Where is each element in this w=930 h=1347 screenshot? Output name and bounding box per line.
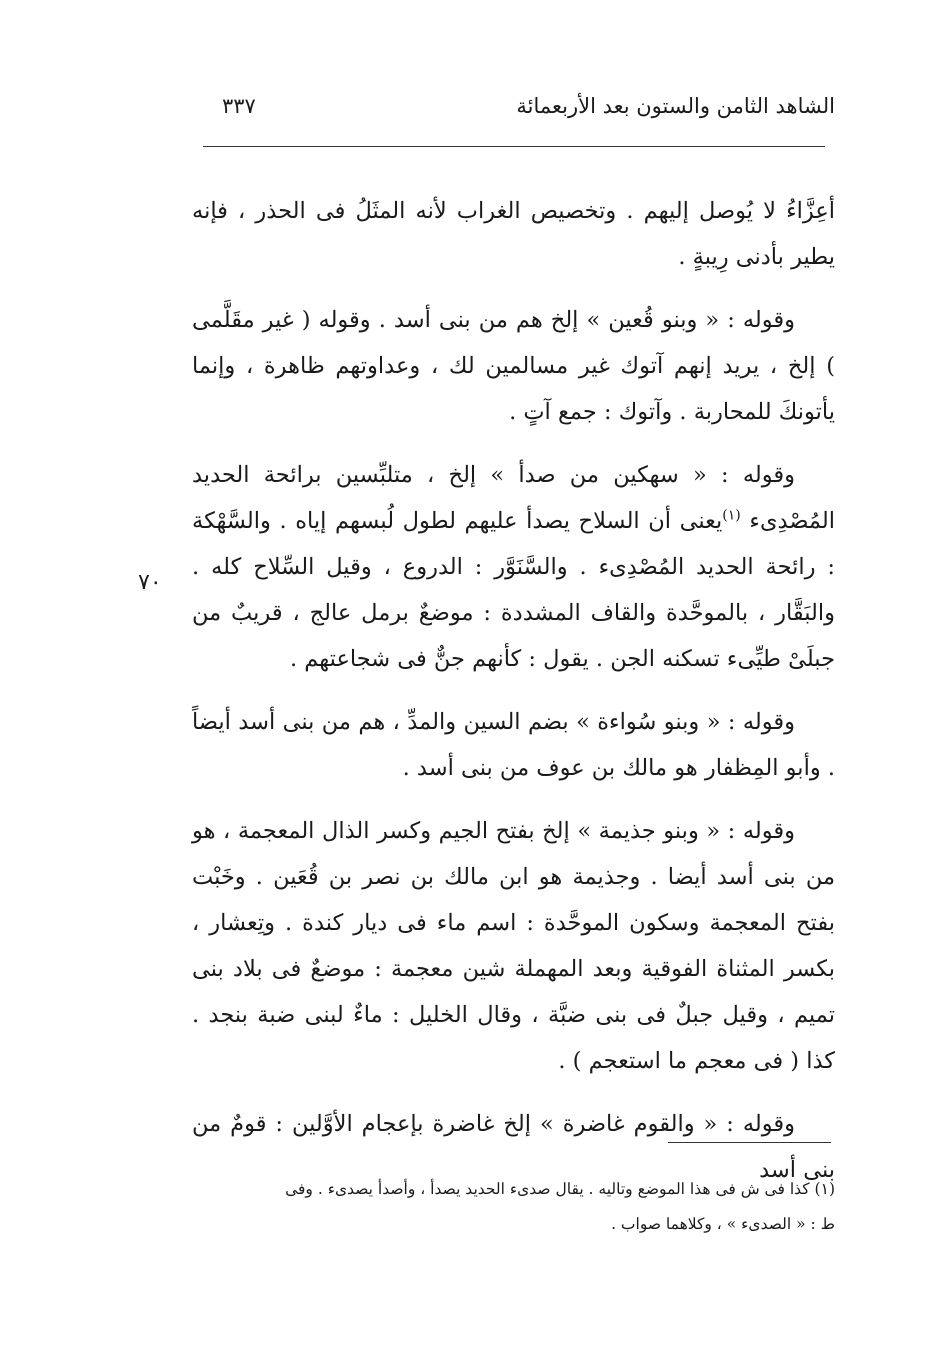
paragraph-3-part-1: وقوله : « سهكين من صدأ » إلخ ، متلبِّسين برائحة الحديد المُصْدِىء [192,462,835,534]
paragraph-6: وقوله : « والقوم غاضرة » إلخ غاضرة بإعجام الأوَّلين : قومٌ من بنى أسد [192,1111,835,1183]
page-number: ٣٣٧ [222,94,256,118]
footnote-line-2: ط : « الصدىء » ، وكلاهما صواب . [611,1215,835,1233]
header-rule [203,146,825,147]
footnote-line-1: (١) كذا فى ش فى هذا الموضع وتاليه . يقال صدىء الحديد يصدأ ، وأصدأ يصدىء . وفى [285,1180,835,1198]
running-title: الشاهد الثامن والستون بعد الأربعمائة [516,94,835,118]
footnote-rule [668,1142,831,1143]
paragraph-2: وقوله : « وبنو قُعين » إلخ هم من بنى أسد . وقوله ( غير مقَلَّمى ) إلخ ، يريد إنهم آتوك غير مسالمين لك ، وعداوتهم ظاهرة ، وإنما يأتونكَ للمحاربة . وآتوك : جمع آتٍ . [192,307,835,425]
paragraph-5: وقوله : « وبنو جذيمة » إلخ بفتح الجيم وكسر الذال المعجمة ، هو من بنى أسد أيضا . وجذيمة هو ابن مالك بن نصر بن قُعَين . وخَبْت بفتح المعجمة وسكون الموحَّدة : اسم ماء فى ديار كندة . وتِعشار ، بكسر المثناة الفوقية وبعد المهملة شين معجمة : موضعٌ فى بلاد بنى تميم ، وقيل جبلٌ فى بنى ضبَّة ، وقال الخليل : ماءٌ لبنى ضبة بنجد . كذا ( فى معجم ما استعجم ) . [192,818,835,1074]
paragraph-3 [192,452,835,682]
footnote [192,1172,835,1242]
body-text [192,188,835,1210]
paragraph-1: أعِزَّاءُ لا يُوصل إليهم . وتخصيص الغراب لأنه المثَلُ فى الحذر ، فإنه يطير بأدنى رِيبةٍ . [192,198,835,270]
line-number-marker: ٧٠ [138,570,162,595]
paragraph-3-part-2: يعنى أن السلاح يصدأ عليهم لطول لُبسهم إياه . والسَّهْكة : رائحة الحديد المُصْدِىء . والسَّنَوَّر : الدروع ، وقيل السِّلاح كله . والبَقَّار ، بالموحَّدة والقاف المشددة : موضعٌ برمل عالج ، قريبٌ من جبلَىْ طيِّىء تسكنه الجن . يقول : كأنهم جنٌّ فى شجاعتهم . [192,508,835,672]
paragraph-4: وقوله : « وبنو سُواءة » بضم السين والمدِّ ، هم من بنى أسد أيضاً . وأبو المِظفار هو مالك بن عوف من بنى أسد . [192,709,835,781]
footnote-reference: (١) [722,507,741,524]
page-header [200,88,835,132]
